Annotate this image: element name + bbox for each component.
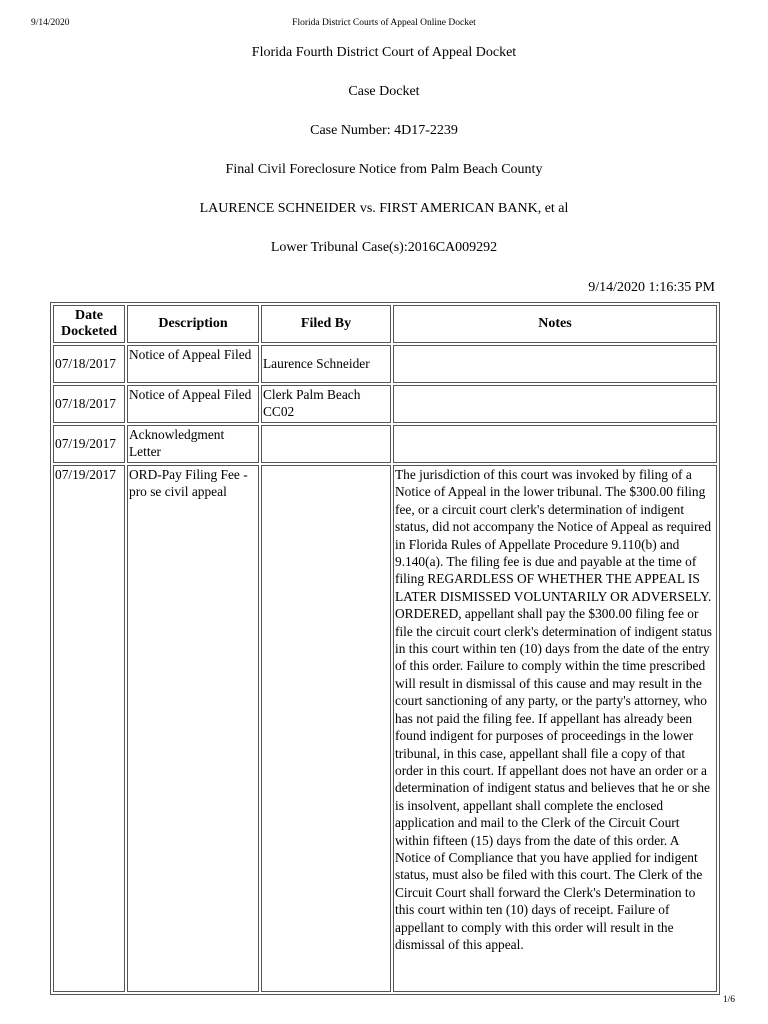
cell-date: 07/19/2017 — [53, 465, 125, 992]
cell-description: Notice of Appeal Filed — [127, 345, 259, 383]
print-title: Florida District Courts of Appeal Online Docket — [292, 18, 476, 28]
table-row — [53, 425, 717, 463]
cell-date: 07/19/2017 — [53, 425, 125, 463]
court-title: Florida Fourth District Court of Appeal Docket — [251, 45, 517, 60]
docket-timestamp: 9/14/2020 1:16:35 PM — [588, 280, 715, 295]
cell-date: 07/18/2017 — [53, 385, 125, 423]
print-header — [0, 18, 768, 32]
header-description: Description — [127, 305, 259, 343]
cell-filed-by — [261, 465, 391, 992]
doc-type: Case Docket — [348, 84, 420, 99]
case-parties: LAURENCE SCHNEIDER vs. FIRST AMERICAN BANK, et al — [199, 201, 569, 216]
cell-notes: The jurisdiction of this court was invoked by filing of a Notice of Appeal in the lower tribunal. The $300.00 filing fee, or a circuit court clerk's determination of indigent status, did not accompany the Notice of Appeal as required in Florida Rules of Appellate Procedure 9.110(b) and 9.140(a). The filing fee is due and payable at the time of filing REGARDLESS OF WHETHER THE APPEAL IS LATER DISMISSED VOLUNTARILY OR ADVERSELY. ORDERED, appellant shall pay the $300.00 filing fee or file the circuit court clerk's determination of indigent status in this court within ten (10) days from the date of the entry of this order. Failure to comply within the time prescribed will result in dismissal of this cause and may result in the court sanctioning of any party, or the party's attorney, who has not paid the filing fee. If appellant has already been found indigent for purposes of proceedings in the lower tribunal, in this case, appellant shall file a copy of that order in this court. If appellant does not have an order or a determination of indigent status and believes that he or she is insolvent, appellant shall complete the enclosed application and mail to the Clerk of the Circuit Court within fifteen (15) days from the date of this order. A Notice of Compliance that you have applied for indigent status, must also be filed with this court. The Clerk of the Circuit Court shall forward the Clerk's Determination to this court within ten (10) days of receipt. Failure of appellant to comply with this order will result in the dismissal of this appeal. — [393, 465, 717, 992]
table-row — [53, 465, 717, 992]
docket-table — [50, 302, 720, 995]
table-row — [53, 345, 717, 383]
table-header-row — [53, 305, 717, 343]
header-notes: Notes — [393, 305, 717, 343]
case-number: Case Number: 4D17-2239 — [310, 123, 458, 138]
cell-description: Notice of Appeal Filed — [127, 385, 259, 423]
page-number: 1/6 — [722, 995, 735, 1005]
cell-notes — [393, 345, 717, 383]
cell-description: Acknowledgment Letter — [127, 425, 259, 463]
print-date: 9/14/2020 — [31, 18, 70, 28]
cell-filed-by — [261, 425, 391, 463]
table-row — [53, 385, 717, 423]
cell-filed-by: Clerk Palm Beach CC02 — [261, 385, 391, 423]
cell-notes — [393, 425, 717, 463]
header-filed-by: Filed By — [261, 305, 391, 343]
case-type: Final Civil Foreclosure Notice from Palm Beach County — [225, 162, 543, 177]
cell-filed-by: Laurence Schneider — [261, 345, 391, 383]
cell-date: 07/18/2017 — [53, 345, 125, 383]
lower-tribunal: Lower Tribunal Case(s):2016CA009292 — [270, 240, 498, 255]
cell-description: ORD-Pay Filing Fee - pro se civil appeal — [127, 465, 259, 992]
header-date: Date Docketed — [53, 305, 125, 343]
docket-heading — [0, 42, 768, 276]
cell-notes — [393, 385, 717, 423]
